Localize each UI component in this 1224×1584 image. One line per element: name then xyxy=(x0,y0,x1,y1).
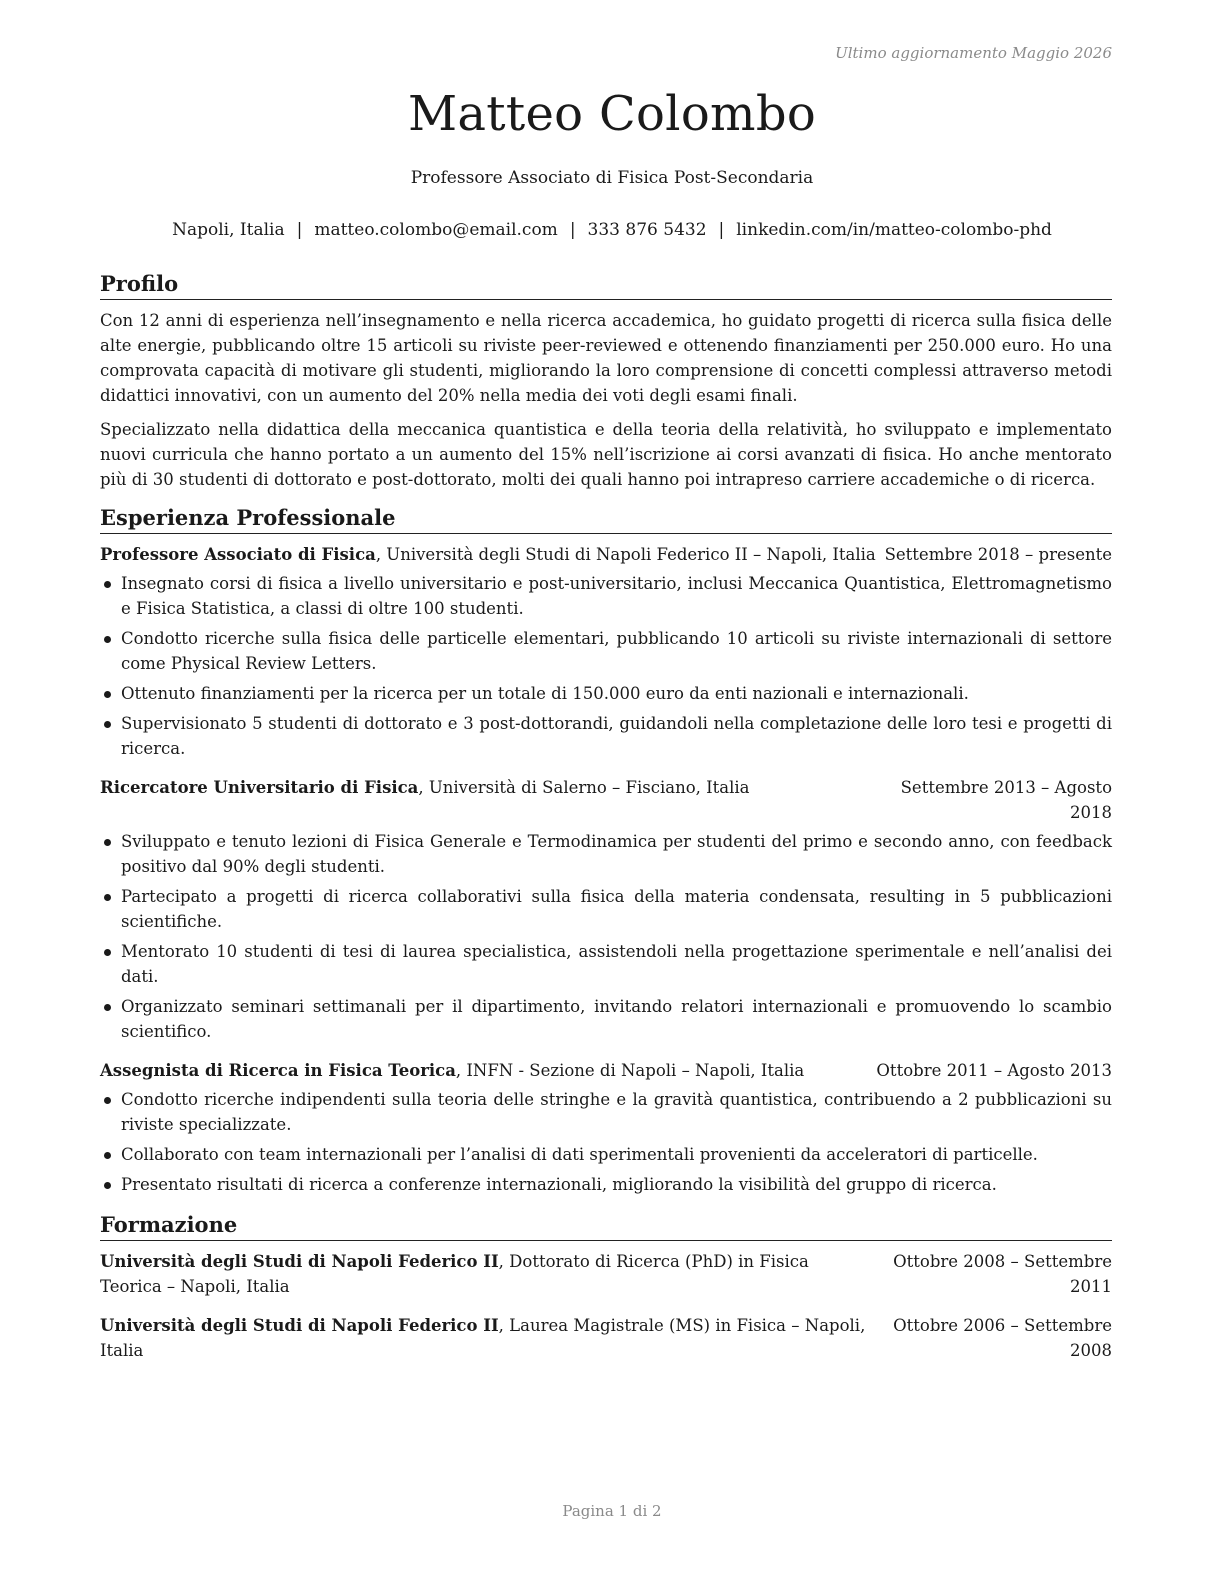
contact-line xyxy=(0,220,1224,240)
bullet-item: Condotto ricerche indipendenti sulla teoria delle stringhe e la gravità quantistica, contribuendo a 2 pubblicazioni su riviste specializzate. xyxy=(100,1087,1112,1137)
job-role: Ricercatore Universitario di Fisica xyxy=(100,778,419,797)
section-heading: Formazione xyxy=(100,1211,1112,1241)
bullet-item: Presentato risultati di ricerca a conferenze internazionali, migliorando la visibilità del gruppo di ricerca. xyxy=(100,1172,1112,1197)
last-updated-note: Ultimo aggiornamento Maggio 2026 xyxy=(835,44,1112,62)
job-role-line xyxy=(100,775,872,800)
job-role: Assegnista di Ricerca in Fisica Teorica xyxy=(100,1061,456,1080)
bullet-item: Ottenuto finanziamenti per la ricerca per un totale di 150.000 euro da enti nazionali e internazionali. xyxy=(100,681,1112,706)
job-header xyxy=(100,775,1112,825)
job-header xyxy=(100,1058,1112,1083)
job-bullets xyxy=(100,1087,1112,1197)
job-dates: Settembre 2018 – presente xyxy=(884,545,1112,564)
contact-location: Napoli, Italia xyxy=(172,220,285,240)
job-role-line xyxy=(100,542,885,567)
person-name: Matteo Colombo xyxy=(407,86,817,142)
education-detail: , Laurea Magistrale (MS) in Fisica – Napoli, Italia xyxy=(100,1316,866,1360)
bullet-item: Partecipato a progetti di ricerca collaborativi sulla fisica della materia condensata, resulting in 5 pubblicazioni scientifiche. xyxy=(100,884,1112,934)
job-bullets xyxy=(100,571,1112,761)
education-entry xyxy=(100,1249,1112,1299)
section-heading: Esperienza Professionale xyxy=(100,504,1112,534)
profile-paragraph: Specializzato nella didattica della meccanica quantistica e della teoria della relatività, ho sviluppato e implementato nuovi curricula che hanno portato a un aumento del 15% nell’iscrizione ai corsi avanzati di fisica. Ho anche mentorato più di 30 studenti di dottorato e post-dottorato, molti dei quali hanno poi intrapreso carriere accademiche o di ricerca. xyxy=(100,420,1112,489)
job-header xyxy=(100,542,1112,567)
page-number: Pagina 1 di 2 xyxy=(562,1502,662,1520)
job-entry xyxy=(100,775,1112,1044)
education-degree-line xyxy=(100,1313,872,1363)
job-organization: , INFN - Sezione di Napoli – Napoli, Italia xyxy=(455,1061,805,1080)
education-dates: Ottobre 2006 – Settembre 2008 xyxy=(893,1316,1112,1360)
profile-paragraph: Con 12 anni di esperienza nell’insegnamento e nella ricerca accademica, ho guidato progetti di ricerca sulla fisica delle alte energie, pubblicando oltre 15 articoli su riviste peer-reviewed e ottenendo finanziamenti per 250.000 euro. Ho una comprovata capacità di motivare gli studenti, migliorando la loro comprensione di concetti complessi attraverso metodi didattici innovativi, con un aumento del 20% nella media dei voti degli esami finali. xyxy=(100,311,1112,405)
experience-section xyxy=(100,504,1112,1197)
profile-section xyxy=(100,270,1112,492)
contact-separator: | xyxy=(718,220,725,240)
education-school: Università degli Studi di Napoli Federico II xyxy=(100,1252,499,1271)
job-dates: Ottobre 2011 – Agosto 2013 xyxy=(876,1061,1112,1080)
job-organization: , Università degli Studi di Napoli Federico II – Napoli, Italia xyxy=(375,545,876,564)
bullet-item: Insegnato corsi di fisica a livello universitario e post-universitario, inclusi Meccanica Quantistica, Elettromagnetismo e Fisica Statistica, a classi di oltre 100 studenti. xyxy=(100,571,1112,621)
bullet-item: Collaborato con team internazionali per l’analisi di dati sperimentali provenienti da acceleratori di particelle. xyxy=(100,1142,1112,1167)
job-role: Professore Associato di Fisica xyxy=(100,545,376,564)
bullet-item: Condotto ricerche sulla fisica delle particelle elementari, pubblicando 10 articoli su riviste internazionali di settore come Physical Review Letters. xyxy=(100,626,1112,676)
education-dates: Ottobre 2008 – Settembre 2011 xyxy=(893,1252,1112,1296)
job-entry xyxy=(100,542,1112,761)
education-entry xyxy=(100,1313,1112,1363)
education-detail: , Dottorato di Ricerca (PhD) in Fisica Teorica – Napoli, Italia xyxy=(100,1252,809,1296)
job-organization: , Università di Salerno – Fisciano, Italia xyxy=(418,778,750,797)
job-entry xyxy=(100,1058,1112,1197)
contact-separator: | xyxy=(296,220,303,240)
bullet-item: Mentorato 10 studenti di tesi di laurea specialistica, assistendoli nella progettazione sperimentale e nell’analisi dei dati. xyxy=(100,939,1112,989)
education-degree-line xyxy=(100,1249,872,1299)
bullet-item: Supervisionato 5 studenti di dottorato e 3 post-dottorandi, guidandoli nella completazione delle loro tesi e progetti di ricerca. xyxy=(100,711,1112,761)
education-section xyxy=(100,1211,1112,1363)
education-school: Università degli Studi di Napoli Federico II xyxy=(100,1316,499,1335)
section-heading: Profilo xyxy=(100,270,1112,300)
job-title: Professore Associato di Fisica Post-Secondaria xyxy=(410,168,814,188)
contact-phone[interactable]: 333 876 5432 xyxy=(587,220,707,240)
contact-separator: | xyxy=(569,220,576,240)
contact-linkedin[interactable]: linkedin.com/in/matteo-colombo-phd xyxy=(736,220,1052,240)
bullet-item: Sviluppato e tenuto lezioni di Fisica Generale e Termodinamica per studenti del primo e secondo anno, con feedback positivo dal 90% degli studenti. xyxy=(100,829,1112,879)
contact-email[interactable]: matteo.colombo@email.com xyxy=(314,220,558,240)
resume-body xyxy=(100,270,1112,1377)
job-bullets xyxy=(100,829,1112,1044)
bullet-item: Organizzato seminari settimanali per il dipartimento, invitando relatori internazionali e promuovendo lo scambio scientifico. xyxy=(100,994,1112,1044)
job-role-line xyxy=(100,1058,872,1083)
job-dates: Settembre 2013 – Agosto 2018 xyxy=(900,778,1112,822)
